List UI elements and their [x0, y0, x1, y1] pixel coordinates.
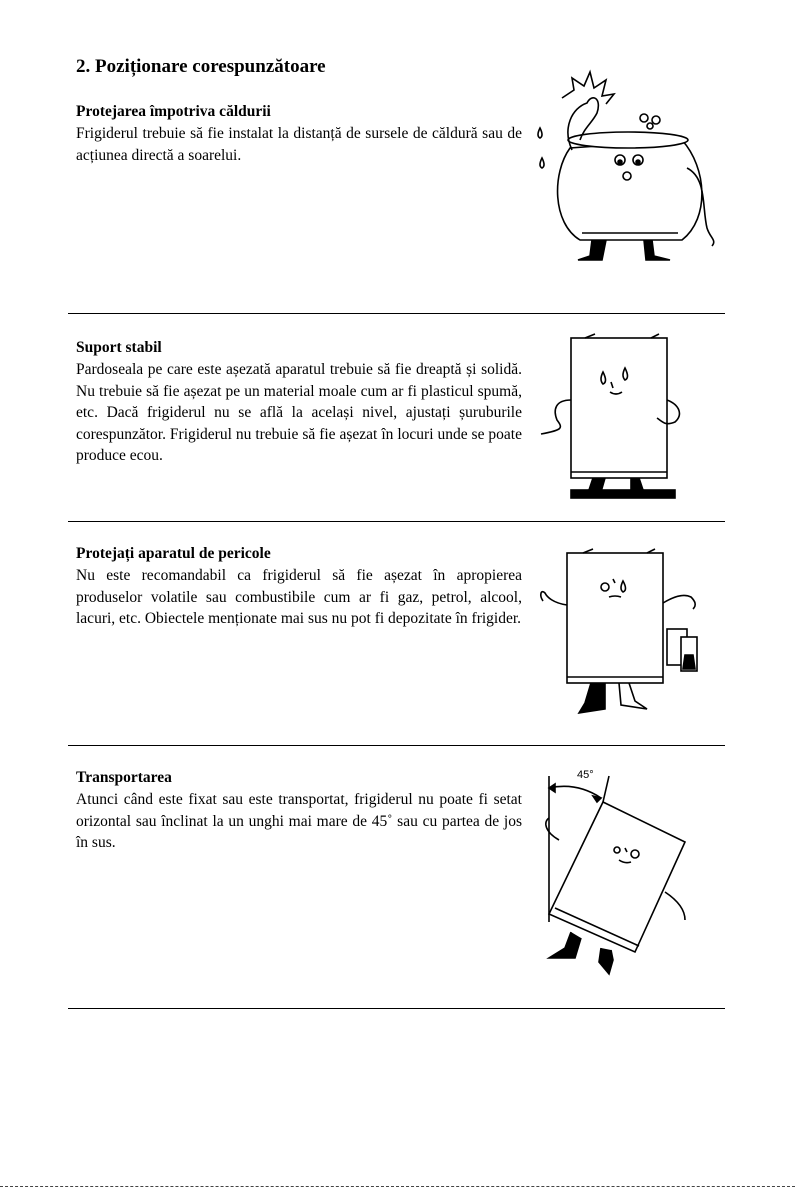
- hazard-fridge-illustration: [535, 545, 705, 720]
- section-body: Frigiderul trebuie să fie instalat la distanță de sursele de căldură sau de acțiunea directă a soarelui.: [76, 125, 522, 164]
- section-transport: [76, 767, 522, 854]
- section-divider: [68, 1008, 725, 1009]
- section-divider: [68, 521, 725, 522]
- section-title: Suport stabil: [76, 339, 162, 356]
- section-body: Nu este recomandabil ca frigiderul să fie așezat în apropierea produselor volatile sau combustibile cum ar fi gaz, petrol, alcool, lacuri, etc. Obiectele menționate mai sus nu pot fi depozitate în frigider.: [76, 567, 522, 627]
- section-hazard-protection: [76, 543, 522, 630]
- hot-fridge-illustration: [532, 68, 722, 268]
- page-edge-line: [0, 1186, 795, 1187]
- section-divider: [68, 745, 725, 746]
- page-heading: 2. Poziționare corespunzătoare: [76, 56, 326, 77]
- section-title: Protejați aparatul de pericole: [76, 545, 271, 562]
- section-body: Pardoseala pe care este așezată aparatul trebuie să fie dreaptă și solidă. Nu trebuie să fie așezat pe un material moale cum ar fi plasticul spumă, etc. Dacă frigiderul nu se află la același nivel, ajustați șuruburile corespunzător. Frigiderul nu trebuie să fie așezat în locuri unde se poate produce ecou.: [76, 361, 522, 464]
- section-divider: [68, 313, 725, 314]
- transport-fridge-illustration: [535, 762, 710, 982]
- section-stable-support: [76, 337, 522, 467]
- stable-fridge-illustration: [535, 330, 680, 502]
- section-title: Protejarea împotriva căldurii: [76, 103, 271, 120]
- section-body: Atunci când este fixat sau este transportat, frigiderul nu poate fi setat orizontal sau înclinat la un unghi mai mare de 45˚ sau cu partea de jos în sus.: [76, 791, 522, 851]
- section-heat-protection: [76, 101, 522, 166]
- angle-label: 45°: [577, 769, 594, 781]
- section-title: Transportarea: [76, 769, 172, 786]
